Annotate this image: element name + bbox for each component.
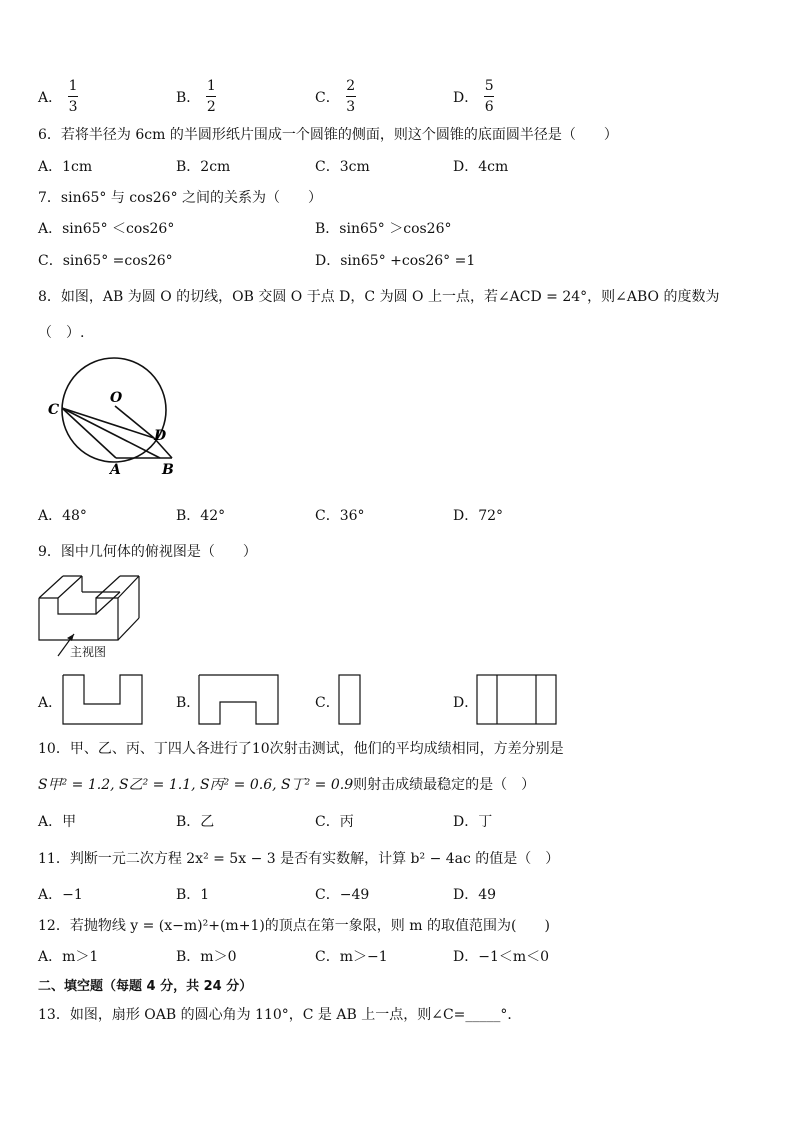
q5-option-a	[38, 78, 78, 115]
q12-option-c: C．m＞−1	[315, 949, 388, 965]
segment-cb	[62, 408, 160, 458]
q9-option-a-shape	[62, 674, 144, 726]
q11-option-c: C．−49	[315, 887, 370, 903]
label-a: A	[110, 462, 121, 478]
q5-option-b	[176, 78, 216, 115]
circle-o	[62, 358, 166, 462]
q10-formula-line	[38, 774, 535, 794]
q9-option-b-shape	[198, 674, 280, 726]
q6-option-c: C．3cm	[315, 159, 370, 175]
q9-option-c-label: C．	[315, 695, 340, 711]
q10-option-b: B．乙	[176, 814, 215, 830]
numerator: 2	[346, 78, 356, 94]
denominator: 3	[68, 99, 78, 115]
denominator: 3	[346, 99, 356, 115]
option-letter: C．	[315, 89, 340, 106]
q8-circle-figure	[40, 352, 190, 482]
q8-option-a: A．48°	[38, 508, 87, 524]
q6-stem: 6．若将半径为 6cm 的半圆形纸片围成一个圆锥的侧面，则这个圆锥的底面圆半径是（ ）	[38, 127, 618, 143]
segment-od	[115, 406, 154, 438]
q9-option-a-label: A．	[38, 695, 63, 711]
numerator: 5	[484, 78, 494, 94]
q7-option-b: B．sin65° ＞cos26°	[315, 221, 452, 237]
fraction	[484, 78, 494, 115]
q10-tail: 则射击成绩最稳定的是（ ）	[353, 777, 536, 793]
q9-option-d-shape	[476, 674, 558, 726]
q11-option-a: A．−1	[38, 887, 83, 903]
q6-option-a: A．1cm	[38, 159, 93, 175]
q9-option-c-shape	[338, 674, 362, 726]
q8-option-d: D．72°	[453, 508, 504, 524]
label-c: C	[48, 402, 60, 418]
label-d: D	[154, 428, 167, 444]
q6-option-d: D．4cm	[453, 159, 509, 175]
q9-stem: 9．图中几何体的俯视图是（ ）	[38, 544, 257, 560]
q7-option-d: D．sin65° +cos26° =1	[315, 253, 476, 269]
q11-option-d: D．49	[453, 887, 497, 903]
q11-stem: 11．判断一元二次方程 2x² = 5x − 3 是否有实数解，计算 b² − 4ac 的值是（ ）	[38, 851, 560, 867]
q5-option-c	[315, 78, 356, 115]
q8-stem-continued: （ ）.	[38, 325, 85, 341]
option-letter: D．	[453, 89, 479, 106]
fraction	[346, 78, 356, 115]
q9-option-b-label: B．	[176, 695, 201, 711]
q12-option-d: D．−1＜m＜0	[453, 949, 550, 965]
fraction	[68, 78, 78, 115]
front-view-caption: 主视图	[70, 645, 107, 659]
q10-option-c: C．丙	[315, 814, 354, 830]
q10-option-a: A．甲	[38, 814, 77, 830]
q7-option-a: A．sin65° ＜cos26°	[38, 221, 175, 237]
q10-stem: 10．甲、乙、丙、丁四人各进行了10次射击测试，他们的平均成绩相同，方差分别是	[38, 741, 564, 757]
q13-stem: 13．如图，扇形 OAB 的圆心角为 110°，C 是 AB 上一点，则∠C=_____°．	[38, 1007, 522, 1023]
q7-option-c: C．sin65° =cos26°	[38, 253, 173, 269]
label-o: O	[110, 390, 123, 406]
q8-option-b: B．42°	[176, 508, 226, 524]
segment-ca	[62, 408, 116, 458]
q8-option-c: C．36°	[315, 508, 365, 524]
q11-option-b: B．1	[176, 887, 210, 903]
segment-cd	[62, 408, 154, 438]
q10-option-d: D．丁	[453, 814, 493, 830]
q5-option-d	[453, 78, 494, 115]
label-b: B	[162, 462, 174, 478]
denominator: 6	[484, 99, 494, 115]
numerator: 1	[206, 78, 216, 94]
q9-option-d-label: D．	[453, 695, 479, 711]
option-letter: B．	[176, 89, 201, 106]
section-heading: 二、填空题（每题 4 分，共 24 分）	[38, 979, 253, 994]
q7-stem: 7．sin65° 与 cos26° 之间的关系为（ ）	[38, 190, 323, 206]
q12-option-b: B．m＞0	[176, 949, 237, 965]
q12-option-a: A．m＞1	[38, 949, 99, 965]
fraction	[206, 78, 216, 115]
q12-stem: 12．若抛物线 y = (x−m)²+(m+1)的顶点在第一象限，则 m 的取值范围为( )	[38, 918, 550, 934]
option-letter: A．	[38, 89, 63, 106]
denominator: 2	[206, 99, 216, 115]
numerator: 1	[68, 78, 78, 94]
q8-stem: 8．如图，AB 为圆 O 的切线，OB 交圆 O 于点 D，C 为圆 O 上一点，若∠ACD = 24°，则∠ABO 的度数为	[38, 289, 720, 305]
q10-variance-formula: S甲² = 1.2, S乙² = 1.1, S丙² = 0.6, S丁² = 0.9	[38, 777, 354, 793]
q6-option-b: B．2cm	[176, 159, 231, 175]
